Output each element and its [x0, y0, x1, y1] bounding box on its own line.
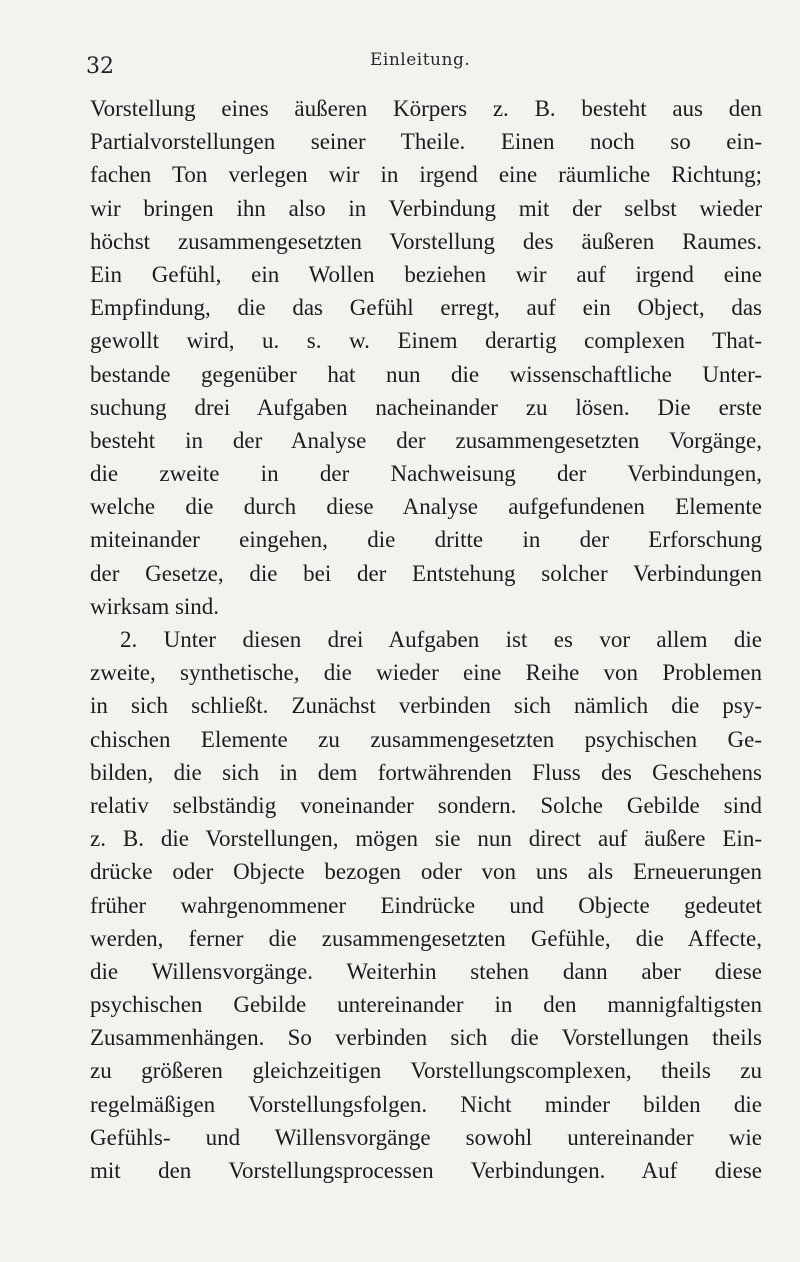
- text-line: zu größeren gleichzeitigen Vorstellungscomplexen, theils zu: [90, 1058, 762, 1084]
- text-line: regelmäßigen Vorstellungsfolgen. Nicht minder bilden die: [90, 1091, 762, 1117]
- text-line: fachen Ton verlegen wir in irgend eine räumliche Richtung;: [90, 162, 762, 188]
- text-line: chischen Elemente zu zusammengesetzten psychischen Ge-: [90, 726, 762, 752]
- text-line: die zweite in der Nachweisung der Verbindungen,: [90, 461, 762, 487]
- text-line: Partialvorstellungen seiner Theile. Einen noch so ein-: [90, 129, 762, 155]
- text-line: psychischen Gebilde untereinander in den mannigfaltigsten: [90, 992, 762, 1018]
- text-line: relativ selbständig voneinander sondern. Solche Gebilde sind: [90, 792, 762, 818]
- running-head: Einleitung.: [370, 50, 471, 70]
- text-line: zweite, synthetische, die wieder eine Reihe von Problemen: [90, 660, 762, 686]
- text-line: besteht in der Analyse der zusammengesetzten Vorgänge,: [90, 427, 762, 453]
- text-line: wir bringen ihn also in Verbindung mit der selbst wieder: [90, 195, 762, 221]
- text-line: bilden, die sich in dem fortwährenden Fluss des Geschehens: [90, 759, 762, 785]
- page-header: [86, 46, 766, 86]
- text-line: Ein Gefühl, ein Wollen beziehen wir auf irgend eine: [90, 261, 762, 287]
- text-line: drücke oder Objecte bezogen oder von uns als Erneuerungen: [90, 859, 762, 885]
- text-line: früher wahrgenommener Eindrücke und Objecte gedeutet: [90, 892, 762, 918]
- text-line: Zusammenhängen. So verbinden sich die Vorstellungen theils: [90, 1025, 762, 1051]
- text-line: welche die durch diese Analyse aufgefundenen Elemente: [90, 494, 762, 520]
- text-line: z. B. die Vorstellungen, mögen sie nun direct auf äußere Ein-: [90, 826, 762, 852]
- paragraph-start-line: 2. Unter diesen drei Aufgaben ist es vor allem die: [120, 627, 762, 652]
- text-line: Vorstellung eines äußeren Körpers z. B. besteht aus den: [90, 96, 762, 121]
- page-number: 32: [86, 54, 114, 79]
- text-line: die Willensvorgänge. Weiterhin stehen dann aber diese: [90, 958, 762, 984]
- text-line: höchst zusammengesetzten Vorstellung des äußeren Raumes.: [90, 228, 762, 254]
- text-line: bestande gegenüber hat nun die wissenschaftliche Unter-: [90, 361, 762, 387]
- text-line: miteinander eingehen, die dritte in der Erforschung: [90, 527, 762, 553]
- text-line: mit den Vorstellungsprocessen Verbindungen. Auf diese: [90, 1158, 762, 1183]
- text-line: gewollt wird, u. s. w. Einem derartig complexen That-: [90, 328, 762, 354]
- text-line: Empfindung, die das Gefühl erregt, auf ein Object, das: [90, 295, 762, 321]
- text-line: werden, ferner die zusammengesetzten Gefühle, die Affecte,: [90, 925, 762, 951]
- text-line: der Gesetze, die bei der Entstehung solcher Verbindungen: [90, 560, 762, 586]
- paragraph-end-line: wirksam sind.: [90, 593, 220, 619]
- body-text: [90, 92, 762, 1187]
- text-line: Gefühls- und Willensvorgänge sowohl untereinander wie: [90, 1124, 762, 1150]
- text-line: in sich schließt. Zunächst verbinden sich nämlich die psy-: [90, 693, 762, 719]
- text-line: suchung drei Aufgaben nacheinander zu lösen. Die erste: [90, 394, 762, 420]
